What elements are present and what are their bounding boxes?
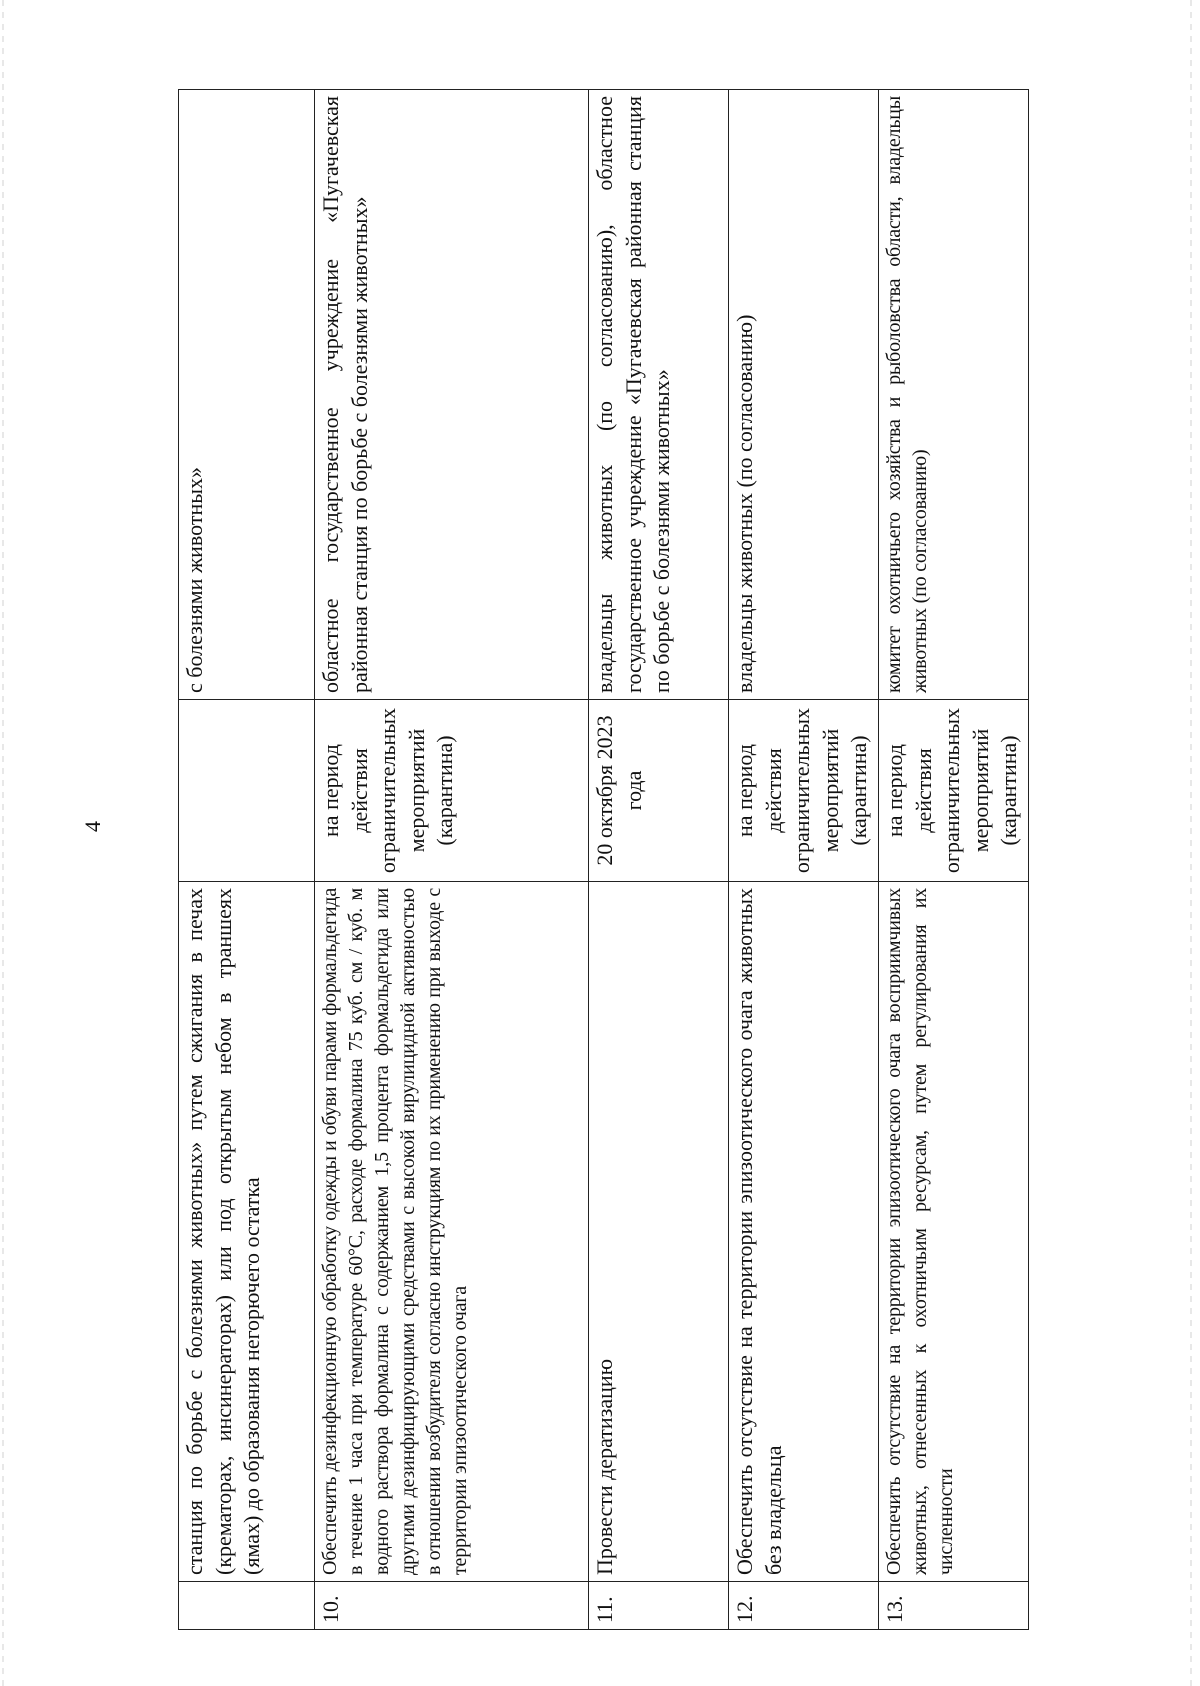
row-action: Обеспечить отсутствие на территории эпизоотического очага животных без владельца (729, 882, 879, 1582)
table-row (729, 90, 879, 1630)
table-row (879, 90, 1029, 1630)
row-responsible: областное государственное учреждение «Пугачевская районная станция по борьбе с болезнями животных» (315, 90, 589, 700)
row-action: Провести дератизацию (589, 882, 729, 1582)
row-action: Обеспечить отсутствие на территории эпизоотического очага восприимчивых животных, отнесенных к охотничьим ресурсам, путем регулирования их численности (879, 882, 1029, 1582)
scan-edge-left (2, 0, 4, 1686)
row-number: 10. (315, 1582, 589, 1630)
row-term (179, 700, 315, 882)
row-term: 20 октября 2023 года (589, 700, 729, 882)
row-action: станция по борьбе с болезнями животных» путем сжигания в печах (крематорах, инсинераторах) или под открытым небом в траншеях (ямах) до образования негорючего остатка (179, 882, 315, 1582)
row-action: Обеспечить дезинфекционную обработку одежды и обуви парами формальдегида в течение 1 часа при температуре 60°С, расходе формалина 75 куб. см / куб. м водного раствора формалина с содержанием 1,5 процента формальдегида или другими дезинфицирующими средствами с высокой вирулицидной активностью в отношении возбудителя согласно инструкциям по их применению при выходе с территории эпизоотического очага (315, 882, 589, 1582)
scan-edge-right (1190, 0, 1192, 1686)
row-term: на период действия ограничительных мероприятий (карантина) (729, 700, 879, 882)
row-responsible: с болезнями животных» (179, 90, 315, 700)
row-number: 13. (879, 1582, 1029, 1630)
row-responsible: комитет охотничьего хозяйства и рыболовства области, владельцы животных (по согласованию) (879, 90, 1029, 700)
table-row (179, 90, 315, 1630)
row-responsible: владельцы животных (по согласованию) (729, 90, 879, 700)
row-number: 11. (589, 1582, 729, 1630)
row-number (179, 1582, 315, 1630)
table-row (315, 90, 589, 1630)
page-number: 4 (80, 821, 105, 832)
measures-table (178, 89, 1029, 1630)
row-number: 12. (729, 1582, 879, 1630)
row-term: на период действия ограничительных мероприятий (карантина) (879, 700, 1029, 882)
table-row (589, 90, 729, 1630)
row-responsible: владельцы животных (по согласованию), областное государственное учреждение «Пугачевская районная станция по борьбе с болезнями животных» (589, 90, 729, 700)
rotated-table-wrapper (178, 90, 1028, 1630)
row-term: на период действия ограничительных мероприятий (карантина) (315, 700, 589, 882)
